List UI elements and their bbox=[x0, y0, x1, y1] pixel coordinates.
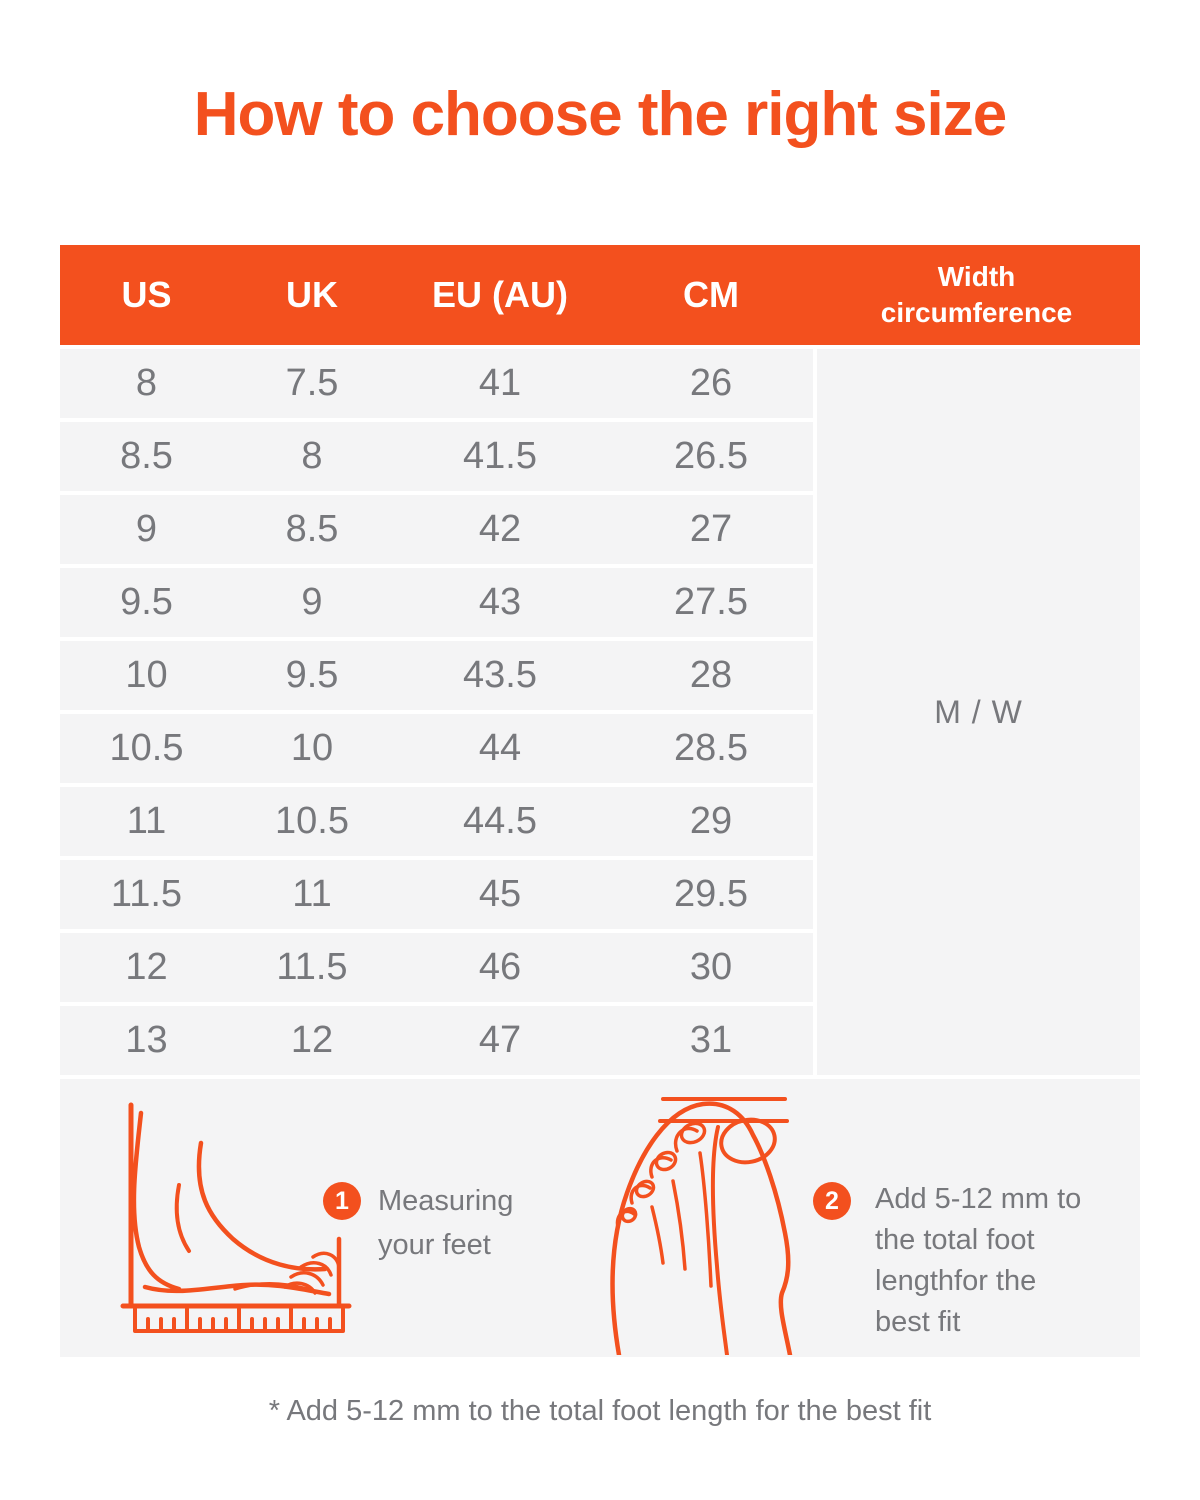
step-1-badge: 1 bbox=[323, 1182, 361, 1220]
step-text-line: the total foot bbox=[875, 1224, 1035, 1256]
table-cell: 41 bbox=[478, 362, 522, 404]
step-text-line: Add 5-12 mm to bbox=[875, 1183, 1082, 1215]
table-cell: 26 bbox=[689, 362, 733, 404]
step-2-text bbox=[875, 1179, 1081, 1343]
table-cell: 45 bbox=[478, 873, 522, 915]
table-cell: 10.5 bbox=[109, 727, 184, 769]
column-header-uk: UK bbox=[286, 274, 338, 315]
table-cell: 43.5 bbox=[463, 654, 537, 696]
step-2-badge: 2 bbox=[813, 1182, 851, 1220]
table-cell: 9.5 bbox=[120, 581, 173, 623]
foot-side-ruler-icon bbox=[115, 1099, 415, 1344]
step-1-text bbox=[378, 1179, 513, 1267]
footnote: * Add 5-12 mm to the total foot length for the best fit bbox=[268, 1395, 932, 1427]
measuring-guide-panel bbox=[60, 1079, 1140, 1357]
table-cell: 7.5 bbox=[285, 362, 339, 404]
table-cell: 12 bbox=[290, 1019, 334, 1061]
table-cell: 13 bbox=[125, 1019, 168, 1061]
table-row bbox=[60, 568, 813, 637]
table-cell: 9 bbox=[301, 581, 323, 623]
table-row bbox=[60, 1006, 813, 1075]
table-cell: 27 bbox=[689, 508, 733, 550]
table-cell: 44 bbox=[478, 727, 522, 769]
table-row bbox=[60, 787, 813, 856]
table-row bbox=[60, 495, 813, 564]
table-cell: 30 bbox=[689, 946, 733, 988]
table-cell: 9 bbox=[135, 508, 158, 550]
table-cell: 11.5 bbox=[110, 873, 183, 915]
table-cell: 11 bbox=[292, 873, 332, 915]
foot-top-measure-icon bbox=[605, 1091, 815, 1355]
table-cell: 8.5 bbox=[285, 508, 339, 550]
table-row bbox=[60, 641, 813, 710]
step-text-line: best fit bbox=[875, 1306, 961, 1338]
step-text-line: Measuring bbox=[378, 1185, 514, 1217]
table-cell: 10 bbox=[290, 727, 334, 769]
table-cell: 26.5 bbox=[674, 435, 748, 477]
table-row bbox=[60, 860, 813, 929]
table-cell: 42 bbox=[478, 508, 522, 550]
size-table-header bbox=[60, 245, 1140, 345]
width-header-line: Width bbox=[937, 261, 1016, 292]
table-row bbox=[60, 349, 813, 418]
width-value: M / W bbox=[934, 693, 1023, 730]
column-header-cm: CM bbox=[683, 274, 739, 315]
step-text-line: lengthfor the bbox=[875, 1265, 1037, 1297]
page-title: How to choose the right size bbox=[193, 80, 1007, 149]
width-header-line: circumference bbox=[880, 297, 1073, 328]
table-row bbox=[60, 714, 813, 783]
table-cell: 11.5 bbox=[276, 946, 348, 988]
table-cell: 31 bbox=[689, 1019, 733, 1061]
table-cell: 46 bbox=[478, 946, 522, 988]
table-cell: 29 bbox=[689, 800, 733, 842]
table-cell: 28 bbox=[689, 654, 733, 696]
size-table bbox=[60, 245, 1140, 1075]
size-table-body bbox=[60, 349, 1140, 1075]
table-cell: 29.5 bbox=[674, 873, 748, 915]
column-header-eu-au: EU (AU) bbox=[432, 274, 568, 315]
column-header-us: US bbox=[121, 274, 172, 315]
table-cell: 8 bbox=[301, 435, 323, 477]
step-text-line: your feet bbox=[378, 1229, 491, 1261]
table-cell: 47 bbox=[478, 1019, 522, 1061]
size-rows bbox=[60, 349, 813, 1075]
table-cell: 10 bbox=[125, 654, 168, 696]
table-cell: 8 bbox=[135, 362, 158, 404]
table-cell: 11 bbox=[126, 800, 167, 842]
table-cell: 8.5 bbox=[120, 435, 173, 477]
table-cell: 10.5 bbox=[275, 800, 349, 842]
table-cell: 44.5 bbox=[463, 800, 537, 842]
table-cell: 41.5 bbox=[463, 435, 537, 477]
table-cell: 28.5 bbox=[674, 727, 748, 769]
table-cell: 43 bbox=[478, 581, 522, 623]
table-row bbox=[60, 933, 813, 1002]
column-header-width-circumference bbox=[813, 259, 1140, 331]
table-cell: 12 bbox=[125, 946, 168, 988]
table-cell: 9.5 bbox=[285, 654, 339, 696]
width-circumference-cell bbox=[817, 349, 1140, 1075]
table-cell: 27.5 bbox=[674, 581, 748, 623]
table-row bbox=[60, 422, 813, 491]
